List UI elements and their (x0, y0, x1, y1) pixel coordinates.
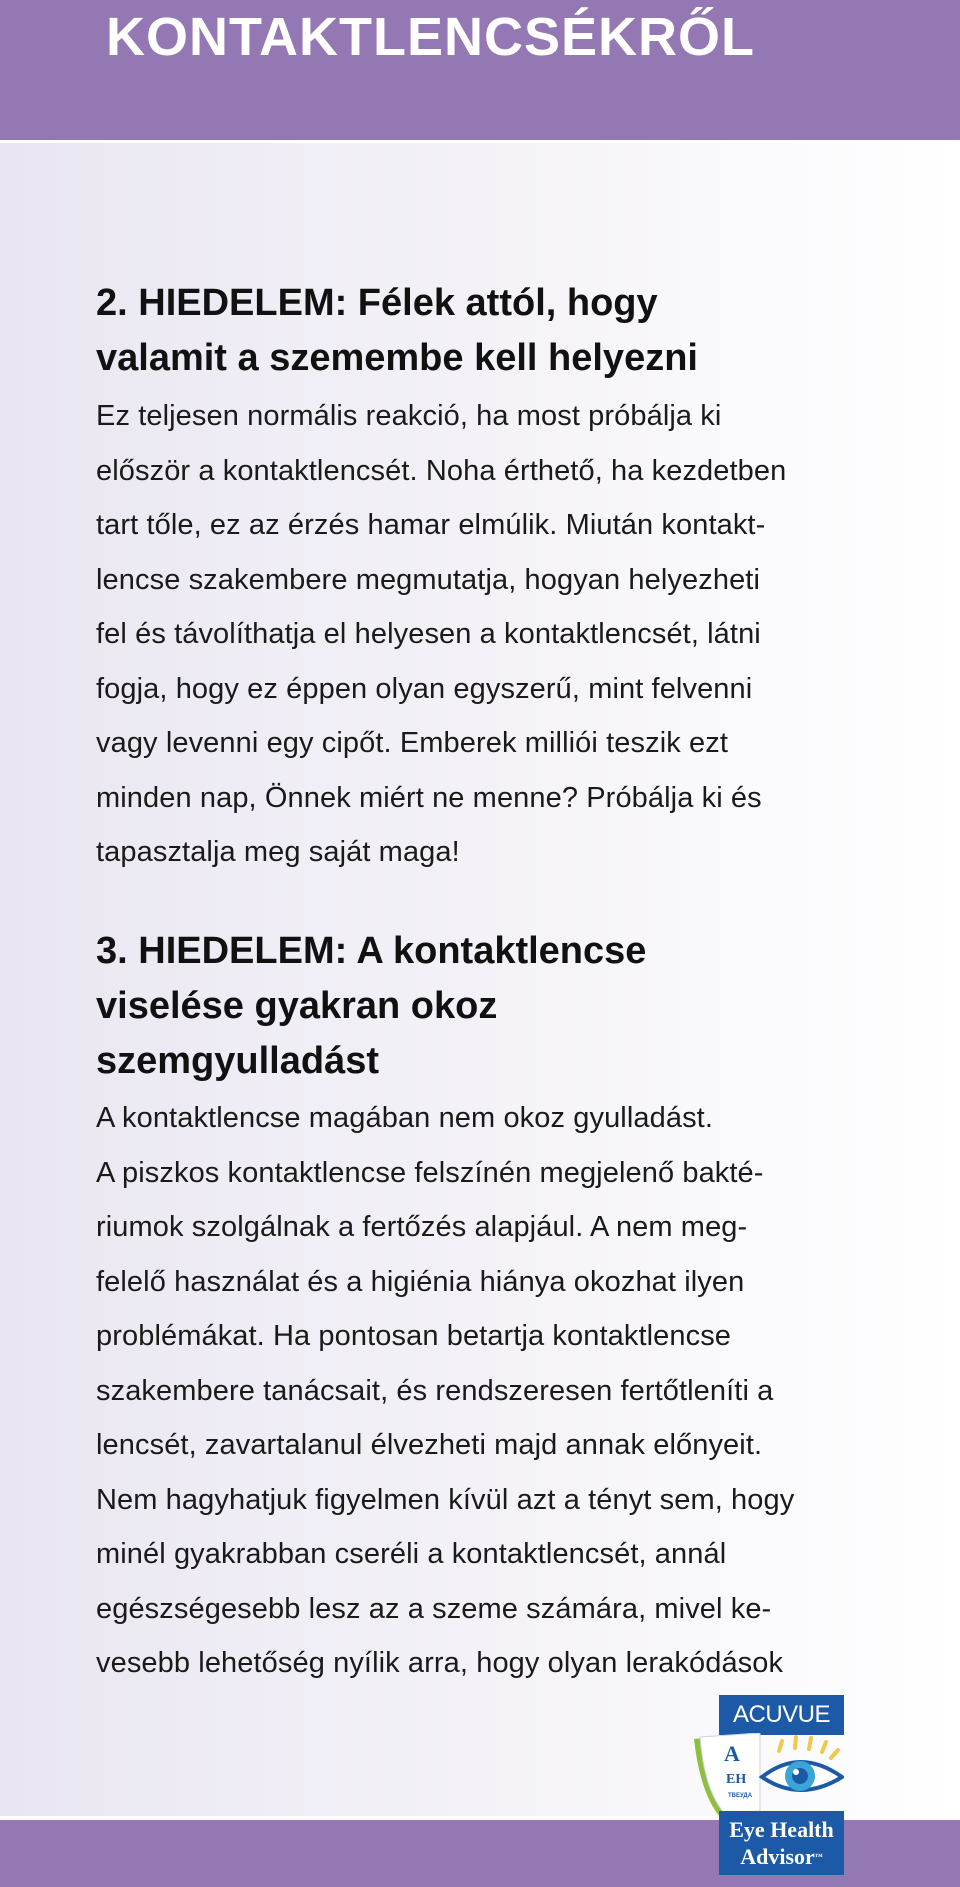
body-line: Ez teljesen normális reakció, ha most próbálja ki (96, 400, 722, 432)
heading-line: 3. HIEDELEM: A kontaktlencse (96, 930, 647, 972)
eye-chart-icon (690, 1733, 844, 1817)
heading-line: 2. HIEDELEM: Félek attól, hogy (96, 282, 658, 324)
svg-text:A: A (724, 1741, 740, 1766)
body-line: minden nap, Önnek miért ne menne? Próbálja ki és (96, 781, 762, 814)
page-title: KONTAKTLENCSÉKRŐL (106, 7, 755, 67)
myth-3-heading (96, 924, 856, 1089)
myth-2-body (96, 389, 856, 880)
heading-line: viselése gyakran okoz (96, 985, 498, 1027)
logo-line-2: Advisor (740, 1844, 815, 1869)
body-line: felelő használat és a higiénia hiánya okozhat ilyen (96, 1265, 745, 1298)
body-line: riumok szolgálnak a fertőzés alapjául. A nem meg- (96, 1211, 748, 1243)
body-line: tart tőle, ez az érzés hamar elmúlik. Miután kontakt- (96, 509, 766, 541)
acuvue-eye-health-advisor-logo (690, 1695, 844, 1875)
myth-2-heading (96, 276, 856, 386)
body-line: minél gyakrabban cseréli a kontaktlencsét, annál (96, 1538, 727, 1570)
myth-2-section (96, 276, 856, 880)
logo-caption (719, 1811, 844, 1875)
body-line: fel és távolíthatja el helyesen a kontaktlencsét, látni (96, 618, 761, 650)
body-line: Nem hagyhatjuk figyelmen kívül azt a tényt sem, hogy (96, 1483, 795, 1516)
myth-3-section (96, 924, 856, 1691)
body-line: először a kontaktlencsét. Noha érthető, ha kezdetben (96, 454, 787, 487)
heading-line: valamit a szemembe kell helyezni (96, 337, 698, 379)
body-line: egészségesebb lesz az a szeme számára, mivel ke- (96, 1592, 772, 1625)
svg-text:ТВЕУДА: ТВЕУДА (728, 1793, 753, 1799)
heading-line: szemgyulladást (96, 1040, 379, 1082)
body-line: vesebb lehetőség nyílik arra, hogy olyan lerakódások (96, 1647, 784, 1679)
body-line: szakembere tanácsait, és rendszeresen fertőtleníti a (96, 1374, 774, 1407)
myth-3-body (96, 1091, 856, 1691)
body-line: lencse szakembere megmutatja, hogyan helyezheti (96, 563, 761, 596)
logo-brand: ACUVUE (719, 1695, 844, 1735)
body-line: A piszkos kontaktlencse felszínén megjelenő bakté- (96, 1156, 764, 1189)
body-line: A kontaktlencse magában nem okoz gyulladást. (96, 1102, 713, 1134)
body-line: fogja, hogy ez éppen olyan egyszerű, mint felvenni (96, 672, 753, 705)
logo-line-1: Eye Health (729, 1817, 834, 1842)
body-line: lencsét, zavartalanul élvezheti majd annak előnyeit. (96, 1429, 763, 1461)
header-band (0, 0, 960, 140)
body-line: vagy levenni egy cipőt. Emberek milliói teszik ezt (96, 727, 728, 759)
svg-text:EH: EH (726, 1772, 747, 1787)
body-line: problémákat. Ha pontosan betartja kontaktlencse (96, 1320, 732, 1352)
body-line: tapasztalja meg saját maga! (96, 836, 460, 868)
trademark-symbol: ™ (814, 1852, 823, 1861)
